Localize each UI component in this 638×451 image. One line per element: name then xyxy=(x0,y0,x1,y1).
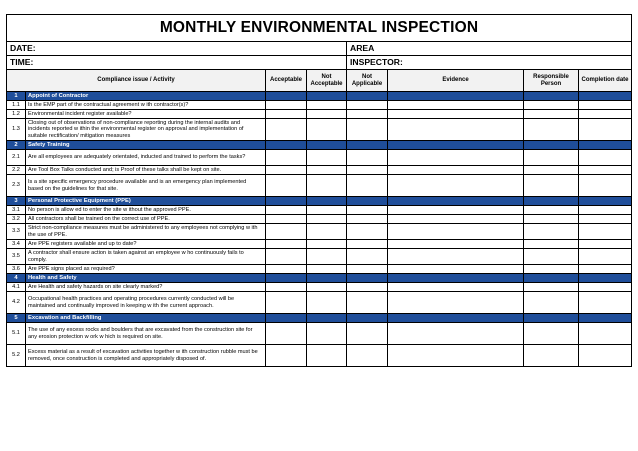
completion-cell[interactable] xyxy=(579,206,632,215)
not-acceptable-cell[interactable] xyxy=(307,265,347,274)
acceptable-cell[interactable] xyxy=(266,323,307,345)
section-number: 1 xyxy=(7,92,26,101)
header-completion: Completion date xyxy=(579,70,632,92)
evidence-cell[interactable] xyxy=(388,175,524,197)
not-acceptable-cell[interactable] xyxy=(307,240,347,249)
item-number: 3.6 xyxy=(7,265,26,274)
section-blank-cell xyxy=(347,197,388,206)
item-text: The use of any excess rocks and boulders that are excavated from the construction site for any erosion protection w ork w hich is required on site. xyxy=(26,323,266,345)
item-number: 1.2 xyxy=(7,110,26,119)
section-title: Personal Protective Equipment (PPE) xyxy=(26,197,266,206)
evidence-cell[interactable] xyxy=(388,215,524,224)
not-applicable-cell[interactable] xyxy=(347,283,388,292)
header-acceptable: Acceptable xyxy=(266,70,307,92)
acceptable-cell[interactable] xyxy=(266,166,307,175)
table-row xyxy=(7,215,632,224)
acceptable-cell[interactable] xyxy=(266,175,307,197)
section-blank-cell xyxy=(524,141,579,150)
item-text: Are PPE signs placed as required? xyxy=(26,265,266,274)
item-text: Are all employees are adequately orientated, inducted and trained to perform the tasks? xyxy=(26,150,266,166)
section-blank-cell xyxy=(388,141,524,150)
responsible-cell[interactable] xyxy=(524,206,579,215)
table-row xyxy=(7,283,632,292)
page-title: MONTHLY ENVIRONMENTAL INSPECTION xyxy=(7,15,632,42)
section-row xyxy=(7,92,632,101)
item-text: A contractor shall ensure action is taken against an employee w ho continuously fails to comply. xyxy=(26,249,266,265)
not-acceptable-cell[interactable] xyxy=(307,345,347,367)
item-number: 4.2 xyxy=(7,292,26,314)
not-acceptable-cell[interactable] xyxy=(307,206,347,215)
not-acceptable-cell[interactable] xyxy=(307,249,347,265)
completion-cell[interactable] xyxy=(579,215,632,224)
section-number: 4 xyxy=(7,274,26,283)
date-field[interactable]: DATE: xyxy=(7,42,347,56)
not-applicable-cell[interactable] xyxy=(347,175,388,197)
table-row xyxy=(7,345,632,367)
not-applicable-cell[interactable] xyxy=(347,119,388,141)
item-text: Environmental incident register available? xyxy=(26,110,266,119)
not-acceptable-cell[interactable] xyxy=(307,215,347,224)
responsible-cell[interactable] xyxy=(524,101,579,110)
inspector-field[interactable]: INSPECTOR: xyxy=(347,56,632,70)
item-number: 3.5 xyxy=(7,249,26,265)
table-row xyxy=(7,110,632,119)
section-row xyxy=(7,141,632,150)
time-field[interactable]: TIME: xyxy=(7,56,347,70)
header-not-acceptable: Not Acceptable xyxy=(307,70,347,92)
table-row xyxy=(7,206,632,215)
area-field[interactable]: AREA xyxy=(347,42,632,56)
not-applicable-cell[interactable] xyxy=(347,150,388,166)
table-row xyxy=(7,166,632,175)
table-row xyxy=(7,175,632,197)
item-text: Occupational health practices and operating procedures currently conducted will be maintained and continually improved in keeping w ith the current approach. xyxy=(26,292,266,314)
section-blank-cell xyxy=(266,197,307,206)
not-acceptable-cell[interactable] xyxy=(307,119,347,141)
not-acceptable-cell[interactable] xyxy=(307,224,347,240)
section-blank-cell xyxy=(388,274,524,283)
item-text: Is a site specific emergency procedure available and is an emergency plan implemented based on the guidelines for that site. xyxy=(26,175,266,197)
acceptable-cell[interactable] xyxy=(266,224,307,240)
item-number: 3.1 xyxy=(7,206,26,215)
section-blank-cell xyxy=(388,197,524,206)
responsible-cell[interactable] xyxy=(524,345,579,367)
completion-cell[interactable] xyxy=(579,283,632,292)
completion-cell[interactable] xyxy=(579,110,632,119)
section-blank-cell xyxy=(388,92,524,101)
table-row xyxy=(7,249,632,265)
section-blank-cell xyxy=(524,92,579,101)
item-text: Strict non-compliance measures must be administered to any employees not complying w ith the use of PPE. xyxy=(26,224,266,240)
section-row xyxy=(7,197,632,206)
section-blank-cell xyxy=(307,197,347,206)
not-acceptable-cell[interactable] xyxy=(307,323,347,345)
acceptable-cell[interactable] xyxy=(266,345,307,367)
column-header-row xyxy=(7,70,632,92)
section-blank-cell xyxy=(388,314,524,323)
section-number: 3 xyxy=(7,197,26,206)
table-row xyxy=(7,101,632,110)
table-row xyxy=(7,265,632,274)
responsible-cell[interactable] xyxy=(524,265,579,274)
evidence-cell[interactable] xyxy=(388,345,524,367)
item-number: 3.4 xyxy=(7,240,26,249)
not-applicable-cell[interactable] xyxy=(347,292,388,314)
evidence-cell[interactable] xyxy=(388,110,524,119)
evidence-cell[interactable] xyxy=(388,224,524,240)
acceptable-cell[interactable] xyxy=(266,215,307,224)
table-row xyxy=(7,323,632,345)
item-number: 4.1 xyxy=(7,283,26,292)
section-blank-cell xyxy=(579,92,632,101)
completion-cell[interactable] xyxy=(579,119,632,141)
completion-cell[interactable] xyxy=(579,240,632,249)
responsible-cell[interactable] xyxy=(524,224,579,240)
not-applicable-cell[interactable] xyxy=(347,345,388,367)
evidence-cell[interactable] xyxy=(388,283,524,292)
table-row xyxy=(7,240,632,249)
evidence-cell[interactable] xyxy=(388,265,524,274)
item-number: 5.1 xyxy=(7,323,26,345)
item-number: 3.3 xyxy=(7,224,26,240)
section-title: Appoint of Contractor xyxy=(26,92,266,101)
section-number: 5 xyxy=(7,314,26,323)
section-blank-cell xyxy=(579,141,632,150)
item-number: 1.3 xyxy=(7,119,26,141)
evidence-cell[interactable] xyxy=(388,292,524,314)
item-number: 5.2 xyxy=(7,345,26,367)
inspection-sheet xyxy=(6,14,631,367)
section-blank-cell xyxy=(307,314,347,323)
header-not-applicable: Not Applicable xyxy=(347,70,388,92)
item-text: No person is allow ed to enter the site w ithout the approved PPE. xyxy=(26,206,266,215)
responsible-cell[interactable] xyxy=(524,166,579,175)
section-blank-cell xyxy=(266,141,307,150)
acceptable-cell[interactable] xyxy=(266,249,307,265)
responsible-cell[interactable] xyxy=(524,175,579,197)
not-acceptable-cell[interactable] xyxy=(307,292,347,314)
responsible-cell[interactable] xyxy=(524,110,579,119)
section-blank-cell xyxy=(524,274,579,283)
acceptable-cell[interactable] xyxy=(266,119,307,141)
evidence-cell[interactable] xyxy=(388,249,524,265)
table-row xyxy=(7,224,632,240)
acceptable-cell[interactable] xyxy=(266,292,307,314)
responsible-cell[interactable] xyxy=(524,283,579,292)
responsible-cell[interactable] xyxy=(524,119,579,141)
section-blank-cell xyxy=(579,197,632,206)
section-blank-cell xyxy=(347,314,388,323)
evidence-cell[interactable] xyxy=(388,240,524,249)
section-blank-cell xyxy=(524,314,579,323)
completion-cell[interactable] xyxy=(579,150,632,166)
section-title: Safety Training xyxy=(26,141,266,150)
not-applicable-cell[interactable] xyxy=(347,265,388,274)
item-text: Are Health and safety hazards on site clearly marked? xyxy=(26,283,266,292)
not-applicable-cell[interactable] xyxy=(347,110,388,119)
header-responsible: Responsible Person xyxy=(524,70,579,92)
evidence-cell[interactable] xyxy=(388,150,524,166)
inspection-table xyxy=(6,14,632,367)
item-text: Are PPE registers available and up to date? xyxy=(26,240,266,249)
section-blank-cell xyxy=(579,274,632,283)
responsible-cell[interactable] xyxy=(524,249,579,265)
evidence-cell[interactable] xyxy=(388,166,524,175)
header-evidence: Evidence xyxy=(388,70,524,92)
completion-cell[interactable] xyxy=(579,249,632,265)
evidence-cell[interactable] xyxy=(388,206,524,215)
completion-cell[interactable] xyxy=(579,175,632,197)
evidence-cell[interactable] xyxy=(388,101,524,110)
completion-cell[interactable] xyxy=(579,345,632,367)
not-acceptable-cell[interactable] xyxy=(307,175,347,197)
not-applicable-cell[interactable] xyxy=(347,323,388,345)
item-text: Closing out of observations of non-compliance reporting during the internal audits and incidents reported w ithin the environmental register on approval and implementation of suitable rectification/ mitigation measures xyxy=(26,119,266,141)
acceptable-cell[interactable] xyxy=(266,110,307,119)
section-blank-cell xyxy=(266,92,307,101)
item-number: 1.1 xyxy=(7,101,26,110)
acceptable-cell[interactable] xyxy=(266,283,307,292)
item-text: Is the EMP part of the contractual agreement w ith contractor(s)? xyxy=(26,101,266,110)
section-number: 2 xyxy=(7,141,26,150)
acceptable-cell[interactable] xyxy=(266,265,307,274)
section-row xyxy=(7,314,632,323)
section-blank-cell xyxy=(579,314,632,323)
section-title: Excavation and Backfilling xyxy=(26,314,266,323)
section-blank-cell xyxy=(307,92,347,101)
not-applicable-cell[interactable] xyxy=(347,206,388,215)
not-applicable-cell[interactable] xyxy=(347,215,388,224)
not-applicable-cell[interactable] xyxy=(347,224,388,240)
item-number: 2.1 xyxy=(7,150,26,166)
section-blank-cell xyxy=(347,274,388,283)
responsible-cell[interactable] xyxy=(524,292,579,314)
section-blank-cell xyxy=(347,141,388,150)
responsible-cell[interactable] xyxy=(524,150,579,166)
acceptable-cell[interactable] xyxy=(266,150,307,166)
section-blank-cell xyxy=(347,92,388,101)
section-title: Health and Safety xyxy=(26,274,266,283)
section-blank-cell xyxy=(266,274,307,283)
section-blank-cell xyxy=(307,274,347,283)
section-blank-cell xyxy=(307,141,347,150)
acceptable-cell[interactable] xyxy=(266,101,307,110)
acceptable-cell[interactable] xyxy=(266,240,307,249)
not-applicable-cell[interactable] xyxy=(347,249,388,265)
table-row xyxy=(7,150,632,166)
responsible-cell[interactable] xyxy=(524,215,579,224)
item-text: Are Tool Box Talks conducted and; is Proof of these talks shall be kept on site. xyxy=(26,166,266,175)
header-issue: Compliance issue / Activity xyxy=(7,70,266,92)
table-row xyxy=(7,119,632,141)
item-text: Excess material as a result of excavation activities together w ith construction rubble must be removed, once construction is completed and appropriately disposed of. xyxy=(26,345,266,367)
table-row xyxy=(7,292,632,314)
not-acceptable-cell[interactable] xyxy=(307,166,347,175)
not-applicable-cell[interactable] xyxy=(347,166,388,175)
not-acceptable-cell[interactable] xyxy=(307,101,347,110)
section-blank-cell xyxy=(524,197,579,206)
not-acceptable-cell[interactable] xyxy=(307,150,347,166)
not-acceptable-cell[interactable] xyxy=(307,110,347,119)
completion-cell[interactable] xyxy=(579,224,632,240)
completion-cell[interactable] xyxy=(579,265,632,274)
not-applicable-cell[interactable] xyxy=(347,101,388,110)
acceptable-cell[interactable] xyxy=(266,206,307,215)
item-text: All contractors shall be trained on the correct use of PPE. xyxy=(26,215,266,224)
section-blank-cell xyxy=(266,314,307,323)
responsible-cell[interactable] xyxy=(524,323,579,345)
completion-cell[interactable] xyxy=(579,101,632,110)
completion-cell[interactable] xyxy=(579,292,632,314)
section-row xyxy=(7,274,632,283)
not-applicable-cell[interactable] xyxy=(347,240,388,249)
evidence-cell[interactable] xyxy=(388,119,524,141)
item-number: 2.2 xyxy=(7,166,26,175)
completion-cell[interactable] xyxy=(579,166,632,175)
item-number: 3.2 xyxy=(7,215,26,224)
responsible-cell[interactable] xyxy=(524,240,579,249)
evidence-cell[interactable] xyxy=(388,323,524,345)
item-number: 2.3 xyxy=(7,175,26,197)
completion-cell[interactable] xyxy=(579,323,632,345)
not-acceptable-cell[interactable] xyxy=(307,283,347,292)
